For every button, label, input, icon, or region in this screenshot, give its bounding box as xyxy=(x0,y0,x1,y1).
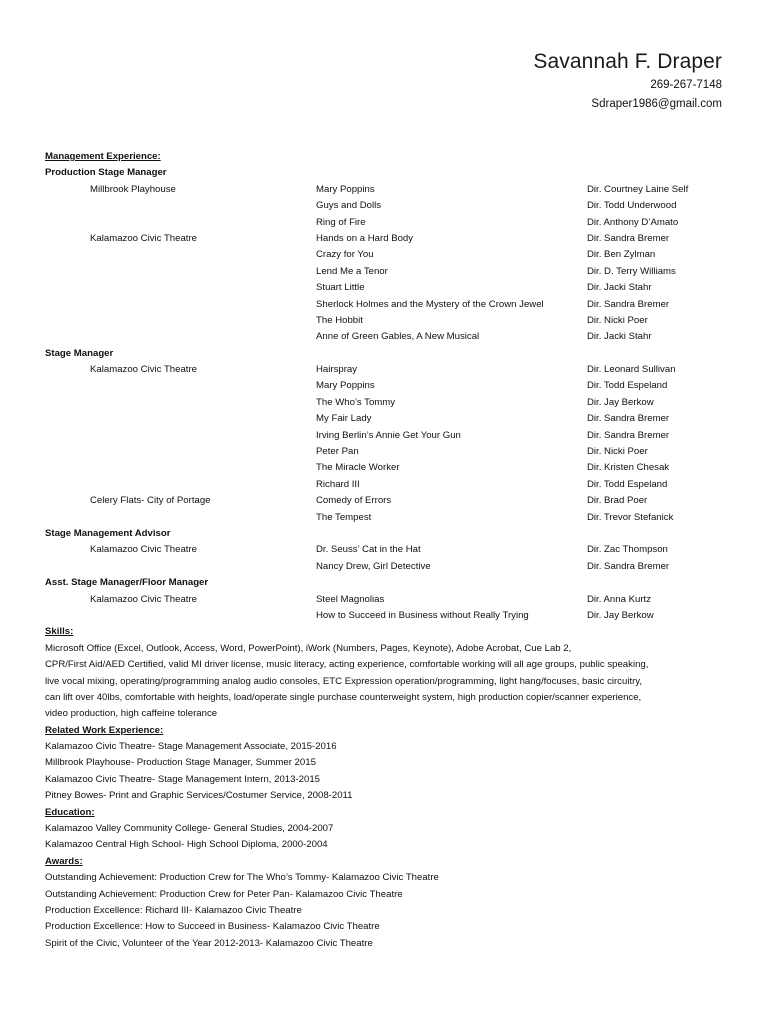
experience-row xyxy=(45,592,735,608)
show-title: Nancy Drew, Girl Detective xyxy=(316,560,431,572)
experience-row xyxy=(45,460,735,476)
director-name: Dir. Sandra Bremer xyxy=(587,560,670,572)
education-entry: Kalamazoo Central High School- High School Diploma, 2000-2004 xyxy=(45,839,328,851)
director-name: Dir. Leonard Sullivan xyxy=(587,364,676,376)
experience-row xyxy=(45,559,735,575)
director-name: Dir. Jacki Stahr xyxy=(587,331,652,343)
candidate-name: Savannah F. Draper xyxy=(533,50,722,73)
show-title: How to Succeed in Business without Really Trying xyxy=(316,609,529,621)
show-title: Anne of Green Gables, A New Musical xyxy=(316,331,480,343)
role-heading: Asst. Stage Manager/Floor Manager xyxy=(45,577,209,589)
director-name: Dir. Sandra Bremer xyxy=(587,429,670,441)
education-list xyxy=(45,821,735,854)
director-name: Dir. Sandra Bremer xyxy=(587,232,670,244)
experience-row xyxy=(45,198,735,214)
show-title: Peter Pan xyxy=(316,446,359,458)
director-name: Dir. Todd Espeland xyxy=(587,478,668,490)
education-heading: Education: xyxy=(45,806,95,818)
director-name: Dir. Sandra Bremer xyxy=(587,298,670,310)
work-entry: Pitney Bowes- Print and Graphic Services/Costumer Service, 2008-2011 xyxy=(45,790,353,802)
skills-heading: Skills: xyxy=(45,626,74,638)
director-name: Dir. Anthony D’Amato xyxy=(587,216,679,228)
skills-line: CPR/First Aid/AED Certified, valid MI driver license, music literacy, acting experience, comfortable working will all age groups, public speaking, xyxy=(45,659,649,671)
experience-row xyxy=(45,182,735,198)
venue-name: Kalamazoo Civic Theatre xyxy=(90,544,198,556)
director-name: Dir. Jacki Stahr xyxy=(587,282,652,294)
director-name: Dir. Sandra Bremer xyxy=(587,413,670,425)
experience-row xyxy=(45,493,735,509)
experience-row xyxy=(45,264,735,280)
show-title: Irving Berlin’s Annie Get Your Gun xyxy=(316,429,461,441)
show-title: Mary Poppins xyxy=(316,380,375,392)
director-name: Dir. Kristen Chesak xyxy=(587,462,670,474)
management-experience-list xyxy=(45,165,735,624)
role-group xyxy=(45,165,735,345)
show-title: Guys and Dolls xyxy=(316,200,382,212)
experience-row xyxy=(45,362,735,378)
director-name: Dir. Jay Berkow xyxy=(587,396,654,408)
venue-name: Kalamazoo Civic Theatre xyxy=(90,593,198,605)
venue-name: Celery Flats- City of Portage xyxy=(90,495,211,507)
award-entry: Outstanding Achievement: Production Crew for The Who’s Tommy- Kalamazoo Civic Theatre xyxy=(45,872,439,884)
director-name: Dir. Courtney Laine Self xyxy=(587,183,689,195)
experience-row xyxy=(45,608,735,624)
experience-row xyxy=(45,444,735,460)
director-name: Dir. Trevor Stefanick xyxy=(587,511,674,523)
show-title: The Who’s Tommy xyxy=(316,396,396,408)
show-title: Stuart Little xyxy=(316,282,365,294)
skills-line: video production, high caffeine tolerance xyxy=(45,708,218,720)
experience-row xyxy=(45,280,735,296)
venue-name: Kalamazoo Civic Theatre xyxy=(90,364,198,376)
show-title: Ring of Fire xyxy=(316,216,366,228)
show-title: Lend Me a Tenor xyxy=(316,265,388,277)
role-heading: Production Stage Manager xyxy=(45,167,167,179)
experience-row xyxy=(45,329,735,345)
show-title: Crazy for You xyxy=(316,249,374,261)
director-name: Dir. Anna Kurtz xyxy=(587,593,651,605)
work-entry: Kalamazoo Civic Theatre- Stage Management Associate, 2015-2016 xyxy=(45,741,337,753)
experience-row xyxy=(45,378,735,394)
show-title: The Hobbit xyxy=(316,314,363,326)
show-title: The Miracle Worker xyxy=(316,462,400,474)
education-entry: Kalamazoo Valley Community College- General Studies, 2004-2007 xyxy=(45,823,334,835)
related-work-heading: Related Work Experience: xyxy=(45,724,164,736)
director-name: Dir. Nicki Poer xyxy=(587,314,648,326)
show-title: Dr. Seuss’ Cat in the Hat xyxy=(316,544,421,556)
role-heading: Stage Manager xyxy=(45,347,114,359)
show-title: Hairspray xyxy=(316,364,358,376)
role-group xyxy=(45,526,735,575)
show-title: Richard III xyxy=(316,478,360,490)
experience-row xyxy=(45,395,735,411)
role-heading: Stage Management Advisor xyxy=(45,527,171,539)
experience-row xyxy=(45,313,735,329)
experience-row xyxy=(45,231,735,247)
award-entry: Spirit of the Civic, Volunteer of the Year 2012-2013- Kalamazoo Civic Theatre xyxy=(45,937,373,949)
email-address: Sdraper1986@gmail.com xyxy=(591,98,722,110)
director-name: Dir. Todd Espeland xyxy=(587,380,668,392)
director-name: Dir. Jay Berkow xyxy=(587,609,654,621)
skills-list xyxy=(45,641,735,723)
experience-row xyxy=(45,542,735,558)
experience-row xyxy=(45,428,735,444)
related-work-list xyxy=(45,739,735,805)
award-entry: Production Excellence: How to Succeed in Business- Kalamazoo Civic Theatre xyxy=(45,921,380,933)
show-title: The Tempest xyxy=(316,511,372,523)
director-name: Dir. Nicki Poer xyxy=(587,446,648,458)
awards-list xyxy=(45,870,735,952)
experience-row xyxy=(45,247,735,263)
director-name: Dir. Ben Zylman xyxy=(587,249,656,261)
director-name: Dir. Zac Thompson xyxy=(587,544,668,556)
show-title: Sherlock Holmes and the Mystery of the Crown Jewel xyxy=(316,298,544,310)
experience-row xyxy=(45,477,735,493)
award-entry: Production Excellence: Richard III- Kalamazoo Civic Theatre xyxy=(45,904,302,916)
experience-row xyxy=(45,215,735,231)
skills-line: can lift over 40lbs, comfortable with heights, load/operate single purchase counterweight system, high production copier/scanner experience, xyxy=(45,691,642,703)
venue-name: Kalamazoo Civic Theatre xyxy=(90,232,198,244)
show-title: Steel Magnolias xyxy=(316,593,385,605)
management-experience-heading: Management Experience: xyxy=(45,151,161,162)
experience-row xyxy=(45,297,735,313)
award-entry: Outstanding Achievement: Production Crew for Peter Pan- Kalamazoo Civic Theatre xyxy=(45,888,403,900)
venue-name: Millbrook Playhouse xyxy=(90,183,176,195)
director-name: Dir. D. Terry Williams xyxy=(587,265,676,277)
show-title: Hands on a Hard Body xyxy=(316,232,414,244)
phone-number: 269-267-7148 xyxy=(650,79,722,91)
show-title: Comedy of Errors xyxy=(316,495,392,507)
work-entry: Millbrook Playhouse- Production Stage Manager, Summer 2015 xyxy=(45,757,316,769)
role-group xyxy=(45,575,735,624)
show-title: Mary Poppins xyxy=(316,183,375,195)
resume-header xyxy=(533,48,722,114)
experience-row xyxy=(45,411,735,427)
director-name: Dir. Brad Poer xyxy=(587,495,648,507)
skills-line: live vocal mixing, operating/programming analog audio consoles, ETC Expression operation/programming, light hang/focuses, basic circuitry, xyxy=(45,675,643,687)
resume-body xyxy=(45,149,735,952)
experience-row xyxy=(45,510,735,526)
role-group xyxy=(45,346,735,526)
director-name: Dir. Todd Underwood xyxy=(587,200,677,212)
work-entry: Kalamazoo Civic Theatre- Stage Management Intern, 2013-2015 xyxy=(45,773,321,785)
skills-line: Microsoft Office (Excel, Outlook, Access, Word, PowerPoint), iWork (Numbers, Pages, Keynote), Adobe Acrobat, Cue Lab 2, xyxy=(45,642,572,654)
show-title: My Fair Lady xyxy=(316,413,372,425)
awards-heading: Awards: xyxy=(45,855,83,867)
